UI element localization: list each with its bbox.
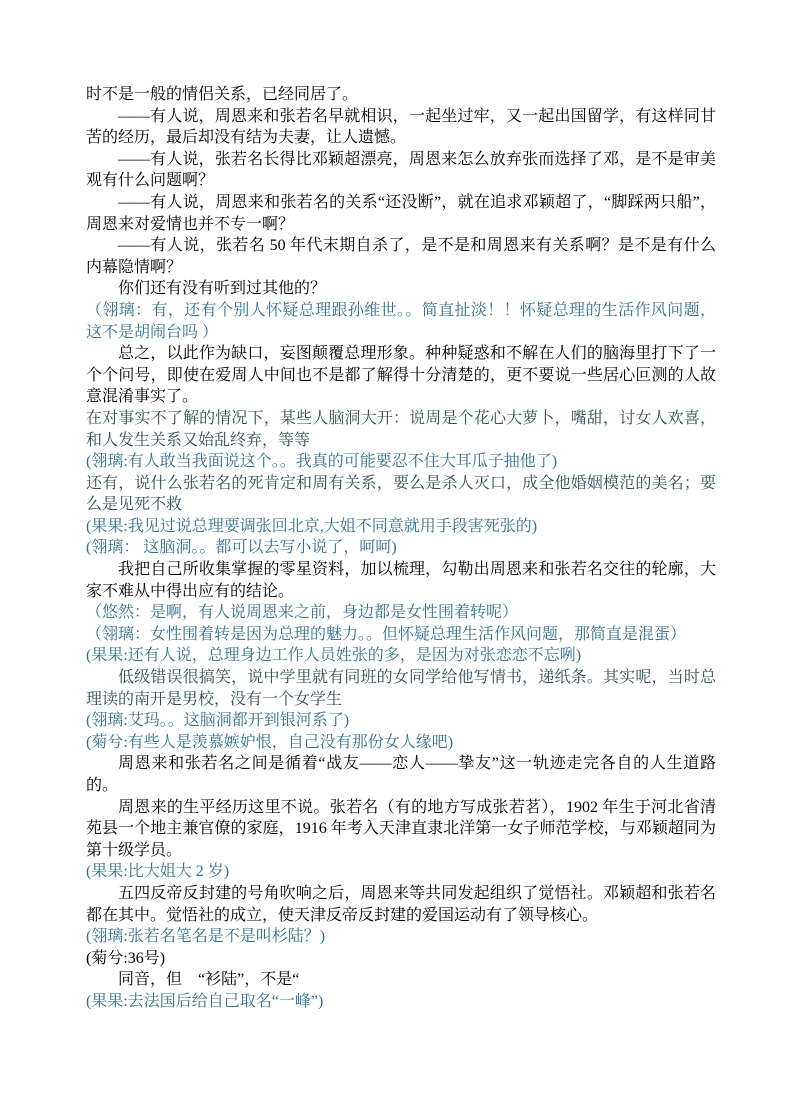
paragraph: 总之，以此作为缺口，妄图颠覆总理形象。种种疑惑和不解在人们的脑海里打下了一个个问号，即使在爱周人中间也不是都了解得十分清楚的，更不要说一些居心叵测的人故意混淆事实了。 bbox=[86, 345, 716, 406]
paragraph: 你们还有没有听到过其他的？ bbox=[118, 280, 327, 298]
paragraph: (菊兮:36号) bbox=[86, 949, 166, 967]
paragraph: （翎璃：有，还有个别人怀疑总理跟孙维世。。简直扯淡！！怀疑总理的生活作风问题，这不是胡闹台吗 ） bbox=[86, 301, 716, 341]
paragraph: 周恩来和张若名之间是循着“战友——恋人——挚友”这一轨迹走完各自的人生道路的。 bbox=[86, 755, 716, 794]
paragraph: 低级错误很搞笑，说中学里就有同班的女同学给他写情书，递纸条。其实呢，当时总理读的南开是男校，没有一个女学生 bbox=[86, 669, 716, 708]
paragraph: ——有人说，周恩来和张若名早就相识，一起坐过牢，又一起出国留学，有这样同甘苦的经历，最后却没有结为夫妻，让人遗憾。 bbox=[86, 107, 716, 147]
paragraph: (翎璃:艾玛。。这脑洞都开到银河系了) bbox=[86, 712, 350, 730]
document-text-body bbox=[86, 84, 716, 1013]
paragraph: (果果:还有人说，总理身边工作人员姓张的多，是因为对张恋恋不忘咧) bbox=[86, 647, 582, 665]
paragraph: 五四反帝反封建的号角吹响之后，周恩来等共同发起组织了觉悟社。邓颖超和张若名都在其中。觉悟社的成立，使天津反帝反封建的爱国运动有了领导核心。 bbox=[86, 884, 716, 924]
paragraph: (果果:去法国后给自己取名“一峰”) bbox=[86, 992, 324, 1010]
paragraph: (翎璃:有人敢当我面说这个。。我真的可能要忍不住大耳瓜子抽他了) bbox=[86, 453, 558, 471]
paragraph: 周恩来的生平经历这里不说。张若名（有的地方写成张若茗），1902 年生于河北省清苑县一个地主兼官僚的家庭，1916 年考入天津直隶北洋第一女子师范学校，与邓颖超同为第十级学员。 bbox=[86, 798, 716, 859]
paragraph: (菊兮:有些人是羡慕嫉妒恨，自己没有那份女人缘吧) bbox=[86, 733, 454, 751]
paragraph: （翎璃：女性围着转是因为总理的魅力。。但怀疑总理生活作风问题，那简直是混蛋） bbox=[86, 625, 687, 643]
paragraph: (果果:我见过说总理要调张回北京,大姐不同意就用手段害死张的) bbox=[86, 517, 538, 535]
paragraph: 在对事实不了解的情况下，某些人脑洞大开：说周是个花心大萝卜，嘴甜，讨女人欢喜，和人发生关系又始乱终弃，等等 bbox=[86, 409, 716, 449]
paragraph: (果果:比大姐大 2 岁) bbox=[86, 863, 230, 881]
paragraph: ——有人说，张若名 50 年代末期自杀了，是不是和周恩来有关系啊？是不是有什么内幕隐情啊？ bbox=[86, 237, 716, 276]
paragraph: 时不是一般的情侣关系，已经同居了。 bbox=[86, 86, 359, 103]
paragraph: ——有人说，周恩来和张若名的关系“还没断”，就在追求邓颖超了，“脚踩两只船”，周恩来对爱情也并不专一啊？ bbox=[86, 193, 716, 233]
paragraph: 还有，说什么张若名的死肯定和周有关系，要么是杀人灭口，成全他婚姻模范的美名；要么是见死不救 bbox=[86, 474, 716, 514]
paragraph: ——有人说，张若名长得比邓颖超漂亮，周恩来怎么放弃张而选择了邓，是不是审美观有什么问题啊？ bbox=[86, 150, 716, 190]
paragraph: 我把自己所收集掌握的零星资料，加以梳理，勾勒出周恩来和张若名交往的轮廓，大家不难从中得出应有的结论。 bbox=[86, 561, 716, 600]
paragraph: （悠然：是啊，有人说周恩来之前，身边都是女性围着转呢） bbox=[86, 604, 519, 622]
paragraph: 同音，但 “衫陆”，不是“ bbox=[118, 971, 300, 989]
paragraph: (翎璃:张若名笔名是不是叫杉陆？) bbox=[86, 928, 326, 946]
paragraph: (翎璃： 这脑洞。。都可以去写小说了，呵呵) bbox=[86, 539, 397, 557]
